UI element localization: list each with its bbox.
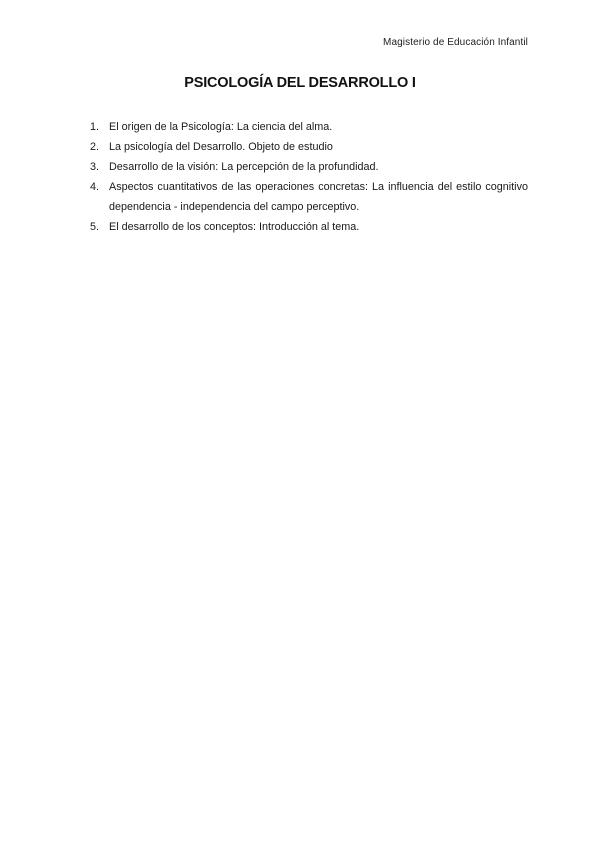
list-item-text: Aspectos cuantitativos de las operaciones concretas: La influencia del estilo cognitivo dependencia - independencia del campo perceptivo.	[109, 181, 528, 213]
list-item	[90, 217, 528, 237]
list-item-text: La psicología del Desarrollo. Objeto de estudio	[109, 141, 333, 153]
list-item-number: 5.	[90, 221, 100, 233]
list-item	[90, 117, 528, 137]
list-item	[90, 157, 528, 177]
list-item-number: 3.	[90, 161, 100, 173]
header-note: Magisterio de Educación Infantil	[383, 37, 528, 48]
list-item-text: Desarrollo de la visión: La percepción de la profundidad.	[109, 161, 379, 173]
list-item-text: El desarrollo de los conceptos: Introducción al tema.	[109, 221, 360, 233]
page-title: PSICOLOGÍA DEL DESARROLLO I	[184, 75, 416, 91]
list-item-number: 2.	[90, 141, 100, 153]
list-item-number: 4.	[90, 181, 100, 193]
list-item-text: El origen de la Psicología: La ciencia del alma.	[109, 121, 333, 133]
list-item	[90, 177, 528, 217]
topic-list	[90, 117, 528, 237]
list-item	[90, 137, 528, 157]
list-item-number: 1.	[90, 121, 100, 133]
